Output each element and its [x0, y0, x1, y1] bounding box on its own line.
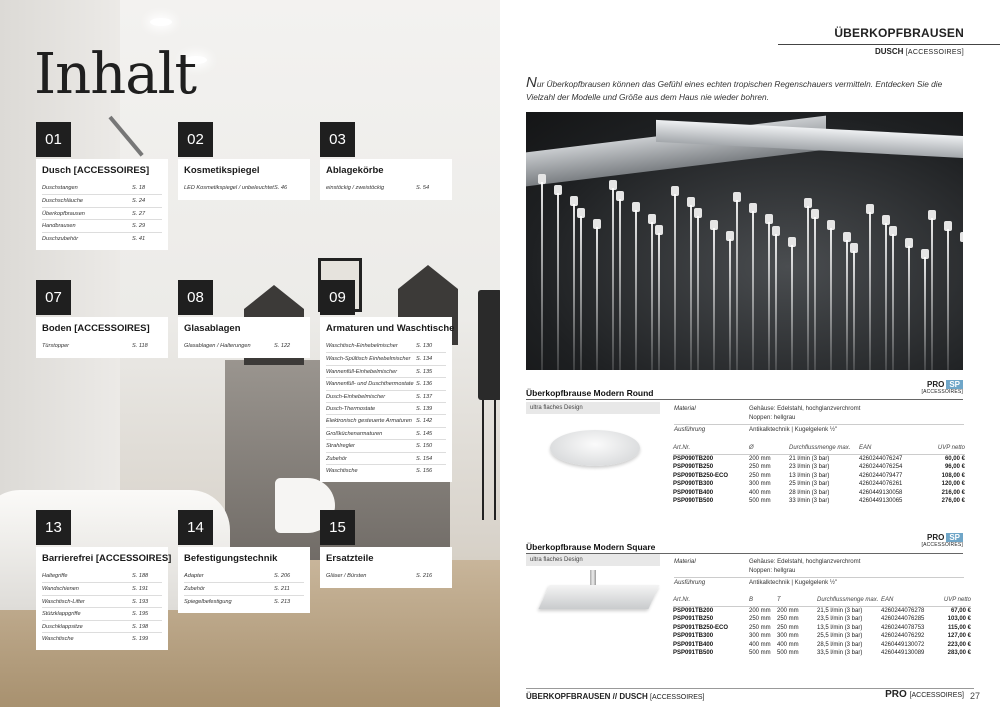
water-stream [674, 194, 676, 370]
table-cell: 21,5 l/min (3 bar) [817, 607, 863, 614]
entry-label: Waschtisch-Einhebelmischer [326, 343, 398, 349]
right-page [500, 0, 1000, 707]
entry-page: S. 211 [274, 586, 290, 593]
pro-badge: PRO SP [ACCESSOIRES] [921, 533, 963, 548]
table-row [673, 624, 971, 633]
chapter-number: 02 [178, 122, 213, 157]
chapter-title: Dusch [ACCESSOIRES] [42, 165, 150, 176]
price-cell: 216,00 € [941, 489, 965, 496]
chapter-title: Armaturen und Waschtische [326, 323, 455, 334]
contents-entry[interactable] [326, 402, 446, 414]
contents-entry[interactable] [326, 390, 446, 402]
water-stream [596, 227, 598, 370]
table-cell: 28,5 l/min (3 bar) [817, 641, 863, 648]
chapter-title: Boden [ACCESSOIRES] [42, 323, 150, 334]
water-stream [651, 222, 653, 370]
contents-entry[interactable] [326, 452, 446, 464]
entry-label: Dusch-Einhebelmischer [326, 393, 386, 400]
table-cell: 250 mm [749, 616, 771, 623]
water-stream [697, 216, 699, 370]
table-cell: 23,5 l/min (3 bar) [817, 616, 863, 623]
entry-page: S. 29 [132, 223, 146, 230]
water-stream [612, 188, 614, 370]
entry-page: S. 198 [132, 623, 149, 630]
water-stream [807, 206, 809, 370]
table-cell: 28 l/min (3 bar) [789, 489, 830, 496]
water-stream [775, 234, 777, 370]
contents-card [36, 519, 172, 650]
entry-label: Großküchenarmaturen [326, 430, 383, 437]
entry-page: S. 24 [132, 198, 146, 205]
table-cell: 4260449130072 [881, 641, 925, 648]
contents-entry[interactable] [184, 570, 304, 582]
water-stream [892, 234, 894, 370]
entry-page: S. 46 [274, 185, 288, 191]
entry-label: Duschklappsitze [42, 623, 83, 630]
entry-page: S. 191 [132, 586, 149, 593]
finish-label: Ausführung [674, 579, 706, 586]
water-stream [690, 205, 692, 370]
section-subtitle: DUSCH [ACCESSOIRES] [874, 47, 964, 56]
product-table-round [673, 443, 965, 506]
entry-label: Zubehör [184, 586, 205, 593]
table-cell: 4260244076254 [859, 464, 903, 471]
article-number: PSP091TB250 [673, 616, 714, 623]
article-number: PSP090TB500 [673, 498, 714, 505]
section-title: ÜBERKOPFBRAUSEN [834, 26, 964, 40]
table-cell: 4260244076247 [859, 455, 903, 462]
table-cell: 250 mm [777, 616, 799, 623]
entry-label: Duschschläuche [42, 198, 84, 205]
water-stream [713, 228, 715, 370]
contents-entry[interactable] [326, 340, 446, 352]
entry-page: S. 41 [132, 235, 146, 242]
table-cell: 500 mm [777, 650, 799, 657]
column-header: EAN [859, 443, 937, 454]
table-cell: 250 mm [749, 464, 771, 471]
article-number: PSP091TB400 [673, 641, 714, 648]
table-cell: 250 mm [777, 624, 799, 631]
column-header: Durchflussmenge max. [789, 443, 859, 454]
entry-label: Wasch-Spültisch Einhebelmischer [326, 356, 411, 363]
entry-label: Duschzubehör [42, 235, 79, 242]
water-stream [557, 193, 559, 370]
water-stream [791, 245, 793, 370]
table-cell: 4260244079477 [859, 472, 903, 479]
material-label: Material [674, 558, 696, 565]
table-cell: 25 l/min (3 bar) [789, 481, 830, 488]
entry-page: S. 139 [416, 405, 433, 412]
entry-label: Zubehör [326, 455, 347, 462]
table-cell: 4260244076278 [881, 607, 925, 614]
chapter-title: Kosmetikspiegel [184, 165, 260, 176]
water-stream [736, 200, 738, 370]
table-cell: 4260244076285 [881, 616, 925, 623]
contents-card [36, 131, 168, 250]
contents-entry[interactable] [326, 464, 446, 476]
price-cell: 283,00 € [947, 650, 971, 657]
entry-label: Wannenfüll- und Duschthermostate [326, 381, 414, 388]
table-cell: 300 mm [749, 633, 771, 640]
chapter-title: Barrierefrei [ACCESSOIRES] [42, 553, 172, 564]
table-cell: 300 mm [749, 481, 771, 488]
water-stream [658, 233, 660, 370]
contents-card [178, 131, 310, 200]
spec-divider [674, 424, 964, 425]
water-stream [924, 257, 926, 370]
column-header: T [777, 595, 817, 606]
entry-page: S. 27 [132, 210, 146, 217]
water-stream [768, 222, 770, 370]
water-stream [541, 182, 543, 370]
contents-entry[interactable] [42, 607, 162, 619]
contents-entry[interactable] [326, 377, 446, 389]
spec-divider [674, 577, 964, 578]
table-cell: 4260449130065 [859, 498, 903, 505]
entry-page: S. 199 [132, 635, 149, 642]
entry-page: S. 188 [132, 573, 149, 579]
contents-entry[interactable] [42, 632, 162, 644]
water-stream [635, 210, 637, 370]
shower-arm [590, 570, 596, 586]
water-stream [830, 228, 832, 370]
contents-entry[interactable] [42, 570, 162, 582]
table-cell: 400 mm [777, 641, 799, 648]
entry-page: S. 137 [416, 393, 433, 400]
entry-page: S. 136 [416, 381, 433, 388]
entry-page: S. 135 [416, 368, 433, 375]
table-row [673, 497, 965, 506]
entry-label: Wannenfüll-Einhebelmischer [326, 368, 398, 375]
chapter-number: 07 [36, 280, 71, 315]
article-number: PSP091TB300 [673, 633, 714, 640]
contents-entry[interactable] [42, 232, 162, 244]
price-cell: 115,00 € [947, 624, 971, 631]
contents-card [320, 519, 452, 588]
entry-page: S. 18 [132, 185, 146, 191]
price-cell: 223,00 € [947, 641, 971, 648]
column-header: Art.Nr. [673, 443, 749, 454]
table-cell: 13,5 l/min (3 bar) [817, 624, 863, 631]
table-cell: 4260244076292 [881, 633, 925, 640]
table-cell: 13 l/min (3 bar) [789, 472, 830, 479]
article-number: PSP090TB250 [673, 464, 714, 471]
column-header: UVP netto [943, 595, 971, 606]
entry-page: S. 54 [416, 185, 430, 191]
table-cell: 400 mm [749, 641, 771, 648]
price-cell: 276,00 € [941, 498, 965, 505]
pro-badge: PRO SP [ACCESSOIRES] [921, 380, 963, 395]
table-cell: 300 mm [777, 633, 799, 640]
entry-page: S. 154 [416, 455, 433, 462]
contents-card [320, 289, 455, 482]
price-cell: 103,00 € [947, 616, 971, 623]
square-shower-image [538, 585, 659, 609]
chapter-title: Befestigungstechnik [184, 553, 278, 564]
contents-entry[interactable] [326, 365, 446, 377]
contents-entry[interactable] [184, 182, 304, 194]
contents-entry[interactable] [42, 207, 162, 219]
contents-entry[interactable] [42, 595, 162, 607]
product-name: Überkopfbrause Modern Round [526, 388, 654, 398]
table-row [673, 472, 965, 481]
contents-entry[interactable] [42, 182, 162, 194]
article-number: PSP091TB200 [673, 607, 714, 614]
table-cell: 250 mm [749, 624, 771, 631]
entry-page: S. 145 [416, 430, 433, 437]
table-cell: 400 mm [749, 489, 771, 496]
chapter-number: 01 [36, 122, 71, 157]
entry-label: Waschtische [42, 635, 74, 642]
entry-label: Strahlregler [326, 443, 355, 450]
entry-label: Handbrausen [42, 223, 76, 230]
contents-entry[interactable] [326, 414, 446, 426]
product-subtitle: ultra flaches Design [526, 402, 660, 414]
entry-page: S. 193 [132, 598, 149, 605]
price-cell: 108,00 € [941, 472, 965, 479]
contents-entry[interactable] [326, 439, 446, 451]
water-stream [814, 217, 816, 370]
water-stream [885, 223, 887, 370]
table-cell: 21 l/min (3 bar) [789, 455, 830, 462]
entry-label: Adapter [184, 573, 204, 579]
column-header: Art.Nr. [673, 595, 749, 606]
chapter-number: 08 [178, 280, 213, 315]
entry-label: Duschstangen [42, 185, 78, 191]
table-cell: 4260449130089 [881, 650, 925, 657]
water-stream [846, 240, 848, 370]
price-cell: 120,00 € [941, 481, 965, 488]
entry-label: Überkopfbrausen [42, 210, 85, 217]
article-number: PSP091TB250-ECO [673, 624, 729, 631]
contents-entry[interactable] [42, 340, 162, 352]
chapter-number: 03 [320, 122, 355, 157]
footer-section: ÜBERKOPFBRAUSEN // DUSCH [ACCESSOIRES] [526, 692, 705, 701]
table-row [673, 480, 965, 489]
contents-entry[interactable] [184, 340, 304, 352]
water-stream [580, 216, 582, 370]
entry-page: S. 195 [132, 611, 149, 618]
column-header: Durchflussmenge max. [817, 595, 881, 606]
contents-entry[interactable] [42, 582, 162, 594]
material-value: Gehäuse: Edelstahl, hochglanzverchromt Noppen: hellgrau [749, 558, 861, 574]
contents-entry[interactable] [42, 194, 162, 206]
table-row [673, 606, 971, 615]
column-header: EAN [881, 595, 943, 606]
price-cell: 96,00 € [944, 464, 965, 471]
entry-page: S. 134 [416, 356, 433, 363]
water-stream [619, 199, 621, 370]
price-cell: 127,00 € [947, 633, 971, 640]
towel-ladder [482, 400, 496, 520]
contents-heading: Inhalt [34, 42, 197, 107]
entry-label: Elektronisch gesteuerte Armaturen [326, 418, 412, 425]
column-header: Ø [749, 443, 789, 454]
table-row [673, 649, 971, 658]
water-stream [931, 218, 933, 370]
entry-label: Türstopper [42, 343, 70, 349]
material-value: Gehäuse: Edelstahl, hochglanzverchromt Noppen: hellgrau [749, 405, 861, 421]
table-cell: 4260449130058 [859, 489, 903, 496]
entry-label: LED Kosmetikspiegel / unbeleuchtet [184, 185, 274, 191]
entry-page: S. 213 [274, 598, 291, 605]
entry-label: Waschtisch-Lifter [42, 598, 85, 605]
finish-value: Antikalktechnik | Kugelgelenk ½" [749, 426, 838, 433]
entry-label: Glasablagen / Halterungen [184, 343, 251, 349]
product-name: Überkopfbrause Modern Square [526, 542, 656, 552]
table-cell: 33,5 l/min (3 bar) [817, 650, 863, 657]
towel [478, 290, 500, 400]
product-divider [526, 399, 963, 400]
entry-label: Wandschienen [42, 586, 79, 593]
table-row [673, 489, 965, 498]
contents-entry[interactable] [184, 595, 304, 607]
water-stream [729, 239, 731, 370]
chapter-number: 15 [320, 510, 355, 545]
table-row [673, 454, 965, 463]
table-row [673, 641, 971, 650]
contents-entry[interactable] [326, 427, 446, 439]
entry-label: Gläser / Bürsten [326, 573, 367, 579]
finish-value: Antikalktechnik | Kugelgelenk ½" [749, 579, 838, 586]
entry-page: S. 142 [416, 418, 433, 425]
water-stream [869, 212, 871, 370]
entry-page: S. 216 [416, 573, 433, 579]
round-shower-image [550, 430, 640, 466]
chapter-number: 13 [36, 510, 71, 545]
article-number: PSP090TB250-ECO [673, 472, 729, 479]
material-label: Material [674, 405, 696, 412]
ceiling-light [150, 18, 172, 26]
entry-page: S. 118 [132, 343, 148, 349]
entry-label: Haltegriffe [42, 573, 68, 579]
table-cell: 25,5 l/min (3 bar) [817, 633, 863, 640]
entry-label: einstöckig / zweistöckig [326, 185, 385, 191]
table-cell: 4260244076261 [859, 481, 903, 488]
table-cell: 33 l/min (3 bar) [789, 498, 830, 505]
water-stream [573, 204, 575, 370]
price-cell: 60,00 € [944, 455, 965, 462]
table-row [673, 463, 965, 472]
water-stream [853, 251, 855, 370]
product-subtitle: ultra flaches Design [526, 554, 660, 566]
contents-entry[interactable] [326, 570, 446, 582]
entry-label: Stützklappgriffe [42, 611, 81, 618]
entry-page: S. 122 [274, 343, 291, 349]
product-table-square [673, 595, 971, 658]
entry-page: S. 206 [274, 573, 291, 579]
chapter-number: 09 [320, 280, 355, 315]
water-stream [947, 229, 949, 370]
contents-entry[interactable] [42, 219, 162, 231]
entry-label: Spiegelbefestigung [184, 598, 232, 605]
contents-entry[interactable] [42, 620, 162, 632]
table-cell: 200 mm [749, 455, 771, 462]
chapter-title: Ablagekörbe [326, 165, 384, 176]
contents-card [36, 289, 168, 358]
chapter-number: 14 [178, 510, 213, 545]
contents-card [178, 519, 310, 613]
table-cell: 200 mm [777, 607, 799, 614]
table-cell: 250 mm [749, 472, 771, 479]
water-stream [908, 246, 910, 370]
contents-card [320, 131, 452, 200]
article-number: PSP090TB400 [673, 489, 714, 496]
entry-page: S. 150 [416, 443, 433, 450]
header-divider [778, 44, 1000, 45]
chapter-title: Ersatzteile [326, 553, 374, 564]
article-number: PSP090TB300 [673, 481, 714, 488]
contents-entry[interactable] [184, 582, 304, 594]
article-number: PSP091TB500 [673, 650, 714, 657]
article-number: PSP090TB200 [673, 455, 714, 462]
entry-page: S. 156 [416, 467, 433, 474]
table-row [673, 615, 971, 624]
table-cell: 200 mm [749, 607, 771, 614]
column-header: B [749, 595, 777, 606]
water-stream [752, 211, 754, 370]
intro-text: Nur Überkopfbrausen können das Gefühl eines echten tropischen Regenschauers vermitteln. Entdecken Sie die Vielzahl der Modelle und Größe aus dem Haus nie wieder bohren. [526, 74, 943, 102]
table-cell: 23 l/min (3 bar) [789, 464, 830, 471]
entry-label: Waschtische [326, 467, 358, 474]
table-cell: 4260244078753 [881, 624, 925, 631]
chapter-title: Glasablagen [184, 323, 241, 334]
entry-label: Dusch-Thermostate [326, 405, 376, 412]
table-cell: 500 mm [749, 650, 771, 657]
contents-card [178, 289, 310, 358]
table-row [673, 632, 971, 641]
page-number: 27 [969, 691, 980, 701]
contents-entry[interactable] [326, 182, 446, 194]
finish-label: Ausführung [674, 426, 706, 433]
contents-entry[interactable] [326, 352, 446, 364]
column-header: UVP netto [937, 443, 965, 454]
price-cell: 67,00 € [950, 607, 971, 614]
table-cell: 500 mm [749, 498, 771, 505]
rain-shower-photo [526, 112, 963, 370]
footer-brand: PRO [ACCESSOIRES] [885, 689, 964, 700]
entry-page: S. 130 [416, 343, 433, 349]
